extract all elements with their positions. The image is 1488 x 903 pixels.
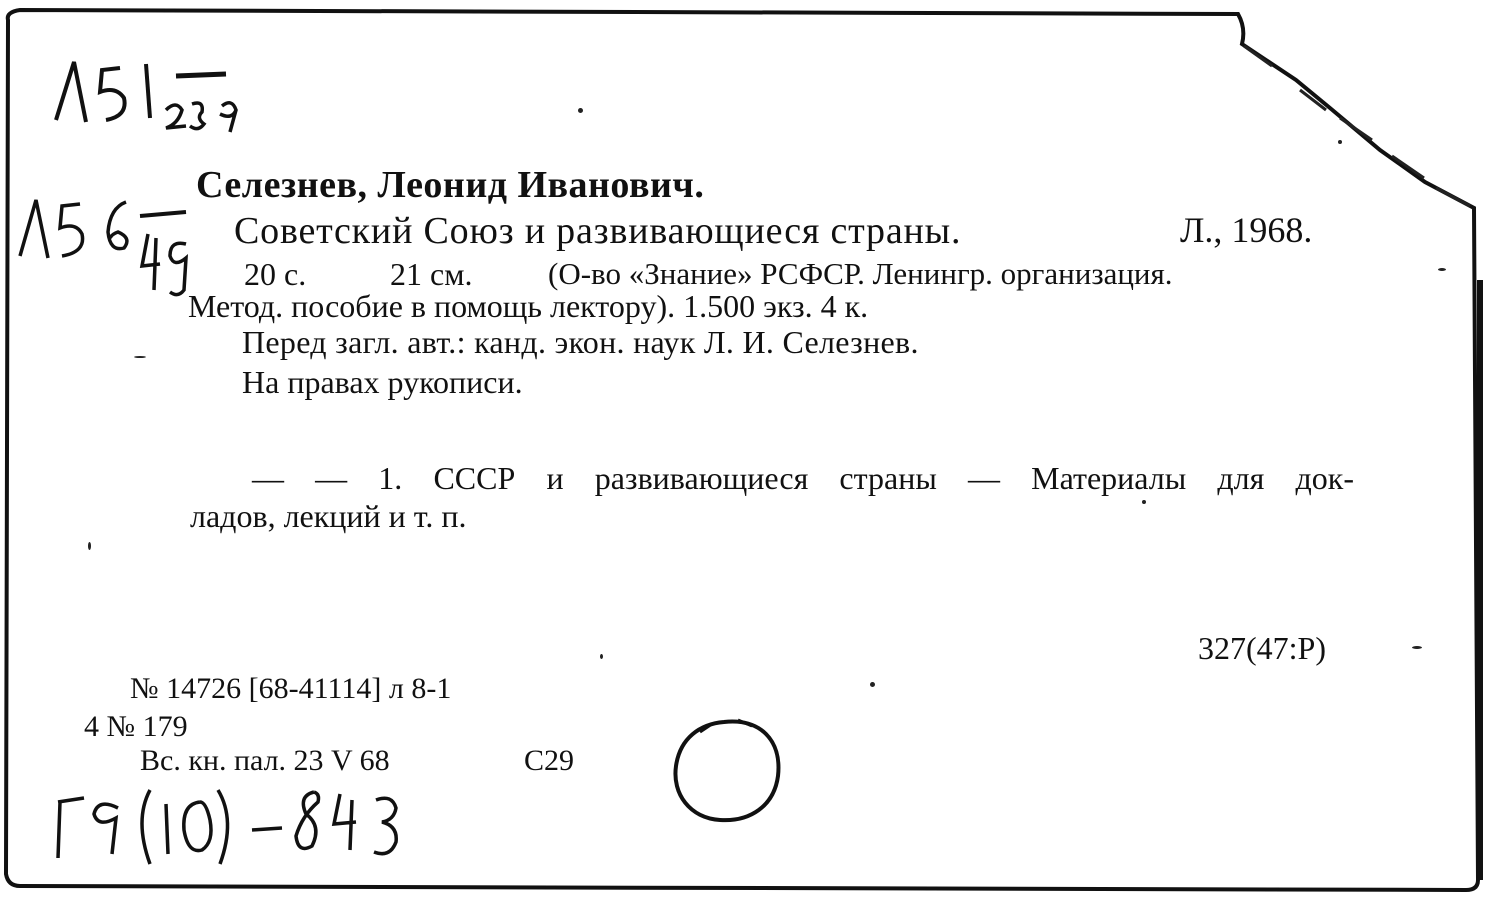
series: (О-во «Знание» РСФСР. Ленингр. организация. — [548, 256, 1173, 291]
book-title: Советский Союз и развивающиеся страны. — [234, 210, 962, 252]
scan-speck — [1438, 268, 1446, 271]
record-number: № 14726 [68-41114] л 8-1 — [130, 672, 452, 705]
author-heading: Селезнев, Леонид Иванович. — [196, 164, 705, 206]
classification-index: 327(47:Р) — [1198, 630, 1326, 666]
size: 21 см. — [390, 256, 473, 292]
pages: 20 с. — [244, 256, 307, 292]
scan-speck — [870, 682, 875, 687]
scan-speck — [1412, 646, 1422, 649]
series-continued: Метод. пособие в помощь лектору). 1.500 экз. 4 к. — [188, 288, 869, 324]
subject-line-1: — — 1. СССР и развивающиеся страны — Материалы для док- — [252, 460, 1354, 496]
handwritten-mark-top-drawing — [46, 40, 256, 140]
handwritten-mark-left — [14, 186, 194, 306]
scan-speck — [1338, 140, 1342, 144]
scan-speck — [578, 108, 583, 113]
handwritten-mark-bottom-drawing — [50, 780, 430, 870]
print-code: С29 — [524, 744, 575, 777]
handwritten-mark-top — [46, 40, 256, 140]
handwritten-mark-left-drawing — [14, 186, 194, 306]
note-rights: На правах рукописи. — [242, 364, 523, 400]
scan-speck — [600, 654, 603, 659]
subject-line-2: ладов, лекций и т. п. — [190, 498, 467, 534]
scan-speck — [88, 542, 91, 550]
record-number-2: 4 № 179 — [84, 710, 188, 743]
stamp-circle — [675, 722, 778, 821]
note-author: Перед загл. авт.: канд. экон. наук Л. И. Селезнев. — [242, 324, 919, 360]
scan-speck — [134, 356, 146, 358]
place-year: Л., 1968. — [1180, 210, 1313, 250]
handwritten-mark-bottom — [50, 780, 430, 870]
printed-date: Вс. кн. пал. 23 V 68 — [140, 744, 390, 777]
scan-speck — [1142, 500, 1146, 504]
